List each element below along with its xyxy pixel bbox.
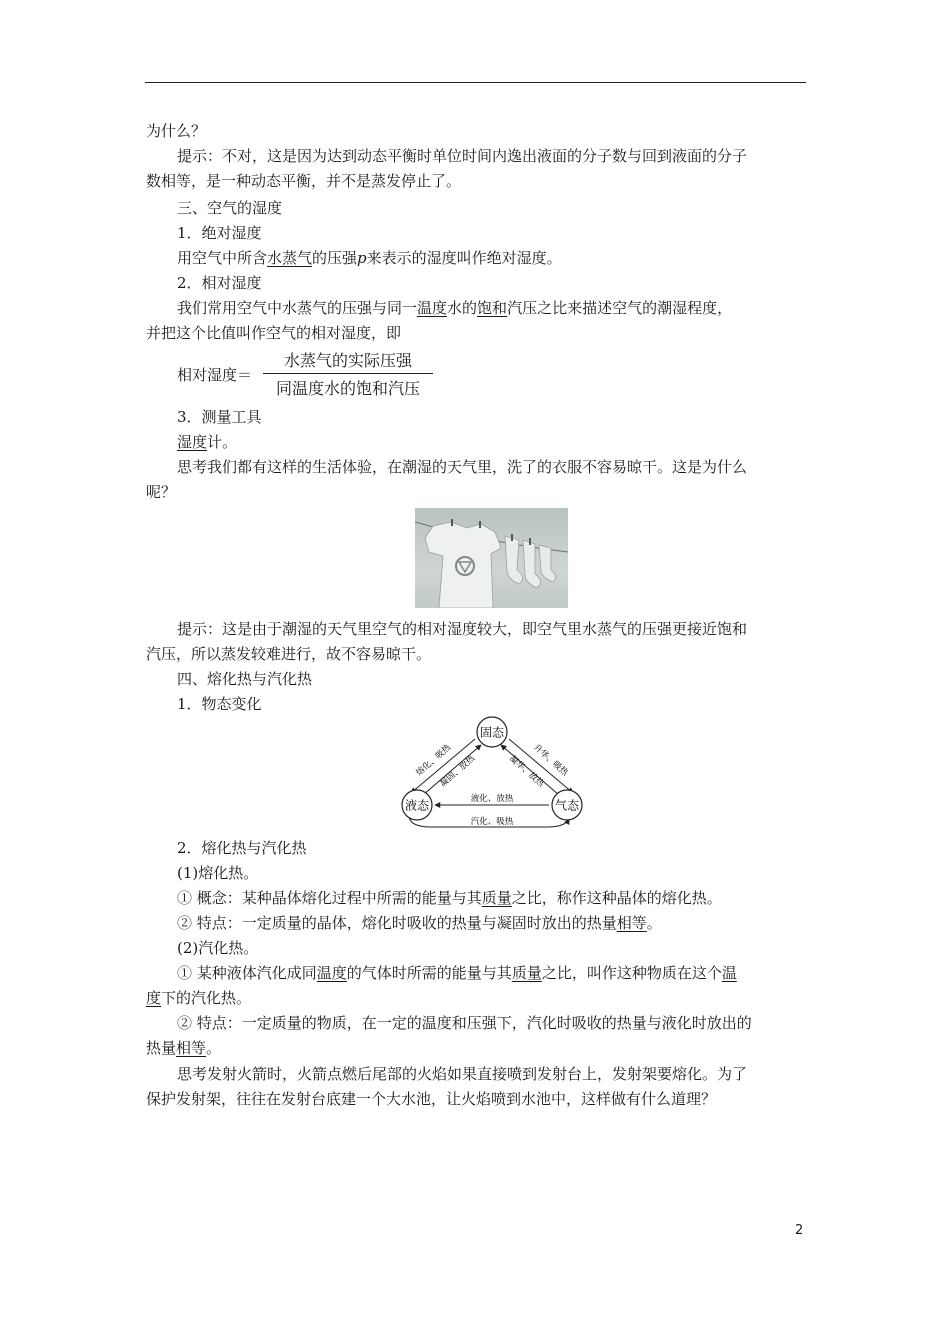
text: 之比，称作这种晶体的熔化热。: [511, 889, 722, 907]
text: 三、空气的湿度: [177, 199, 283, 217]
text-line: [146, 322, 401, 344]
text: 我们常用空气中水蒸气的压强与同一: [177, 299, 418, 317]
page-number: 2: [795, 1223, 804, 1238]
text-line: [146, 1088, 716, 1110]
header-rule: [145, 82, 806, 83]
text: 计。: [207, 433, 238, 451]
text-line: [177, 912, 662, 934]
text: 用空气中所含: [177, 249, 268, 267]
text: ② 特点：一定质量的晶体，熔化时吸收的热量与凝固时放出的热量: [177, 914, 617, 932]
condensation-label: 液化、放热: [470, 794, 514, 804]
text: 1．物态变化: [177, 695, 262, 713]
text: (1)熔化热。: [177, 864, 259, 882]
fraction-bar: [263, 373, 433, 374]
text-line: [177, 297, 732, 319]
text: 为什么？: [146, 122, 207, 140]
text: 3．测量工具: [177, 408, 262, 426]
text: 2．相对湿度: [177, 274, 262, 292]
text-line: [146, 170, 461, 192]
melting-label: 熔化、吸热: [414, 742, 454, 779]
text: 1．绝对湿度: [177, 224, 262, 242]
text: ① 某种液体汽化成同: [177, 964, 317, 982]
phase-change-diagram: [397, 715, 587, 835]
text-line: [177, 887, 722, 909]
gas-label: 气态: [554, 798, 580, 813]
variable-p: p: [357, 249, 367, 267]
subheading: [177, 937, 258, 959]
underlined-term: 相等: [176, 1039, 207, 1057]
text: 热量: [146, 1039, 177, 1057]
text: (2)汽化热。: [177, 939, 259, 957]
text: 思考发射火箭时，火箭点燃后尾部的火焰如果直接喷到发射台上，发射架要熔化。为了: [177, 1065, 748, 1083]
text: 提示：不对，这是因为达到动态平衡时单位时间内逸出液面的分子数与回到液面的分子: [177, 147, 748, 165]
text: 数相等，是一种动态平衡，并不是蒸发停止了。: [146, 172, 462, 190]
text: 四、熔化热与汽化热: [177, 670, 313, 688]
underlined-term: 温度: [316, 964, 347, 982]
underlined-term: 相等: [616, 914, 647, 932]
text: 保护发射架，往往在发射台底建一个大水池，让火焰喷到水池中，这样做有什么道理？: [146, 1090, 717, 1108]
text: 并把这个比值叫作空气的相对湿度，即: [146, 324, 402, 342]
formula-lhs: 相对湿度＝: [177, 366, 253, 384]
underlined-term: 温度: [417, 299, 448, 317]
text: 汽压，所以蒸发较难进行，故不容易晾干。: [146, 645, 432, 663]
text: 2．熔化热与汽化热: [177, 839, 307, 857]
text: 提示：这是由于潮湿的天气里空气的相对湿度较大，即空气里水蒸气的压强更接近饱和: [177, 620, 748, 638]
underlined-term: 质量: [481, 889, 512, 907]
section-heading: [177, 197, 282, 219]
text: 下的汽化热。: [161, 989, 252, 1007]
underlined-term: 水蒸气: [267, 249, 313, 267]
text-line: [177, 1063, 747, 1085]
text-line: [177, 247, 562, 269]
section-heading: [177, 668, 312, 690]
subheading: [177, 272, 262, 294]
deposition-label: 凝华、放热: [506, 753, 546, 790]
text-line: [146, 1037, 221, 1059]
subheading: [177, 406, 262, 428]
underlined-term: 度: [146, 989, 162, 1007]
text: 水的: [447, 299, 478, 317]
text: 呢？: [146, 483, 177, 501]
text: 。: [646, 914, 662, 932]
text: 来表示的湿度叫作绝对湿度。: [366, 249, 562, 267]
text: 汽压之比来描述空气的潮湿程度，: [507, 299, 733, 317]
text-line: [177, 1012, 752, 1034]
underlined-term: 湿度: [177, 433, 208, 451]
subheading: [177, 222, 262, 244]
text-line: [146, 120, 206, 142]
text-line: [177, 618, 747, 640]
text-line: [146, 481, 176, 503]
underlined-term: 饱和: [477, 299, 508, 317]
underlined-term: 温: [721, 964, 737, 982]
text-line: [177, 456, 747, 478]
text: 的压强: [312, 249, 358, 267]
text-line: [146, 643, 431, 665]
text-line: [146, 987, 251, 1009]
text-line: [177, 431, 237, 453]
text-line: [177, 145, 747, 167]
laundry-photo: [415, 508, 568, 608]
subheading: [177, 837, 307, 859]
freezing-label: 凝固、放热: [438, 753, 478, 790]
formula-denominator: 同温度水的饱和汽压: [275, 379, 420, 398]
subheading: [177, 693, 262, 715]
phase-diagram-svg: [397, 715, 587, 835]
sublimation-label: 升华、吸热: [530, 742, 570, 779]
subheading: [177, 862, 258, 884]
text: 思考我们都有这样的生活体验，在潮湿的天气里，洗了的衣服不容易晾干。这是为什么: [177, 458, 748, 476]
text: ② 特点：一定质量的物质，在一定的温度和压强下，汽化时吸收的热量与液化时放出的: [177, 1014, 752, 1032]
liquid-label: 液态: [404, 798, 430, 813]
text: ① 概念：某种晶体熔化过程中所需的能量与其: [177, 889, 482, 907]
text: 之比，叫作这种物质在这个: [541, 964, 722, 982]
underlined-term: 质量: [511, 964, 542, 982]
vaporization-label: 汽化、吸热: [470, 817, 514, 827]
solid-label: 固态: [479, 725, 505, 740]
formula-numerator: 水蒸气的实际压强: [283, 351, 412, 370]
text-line: [177, 962, 737, 984]
laundry-illustration: [415, 508, 568, 608]
text: 。: [206, 1039, 222, 1057]
text: 的气体时所需的能量与其: [346, 964, 512, 982]
